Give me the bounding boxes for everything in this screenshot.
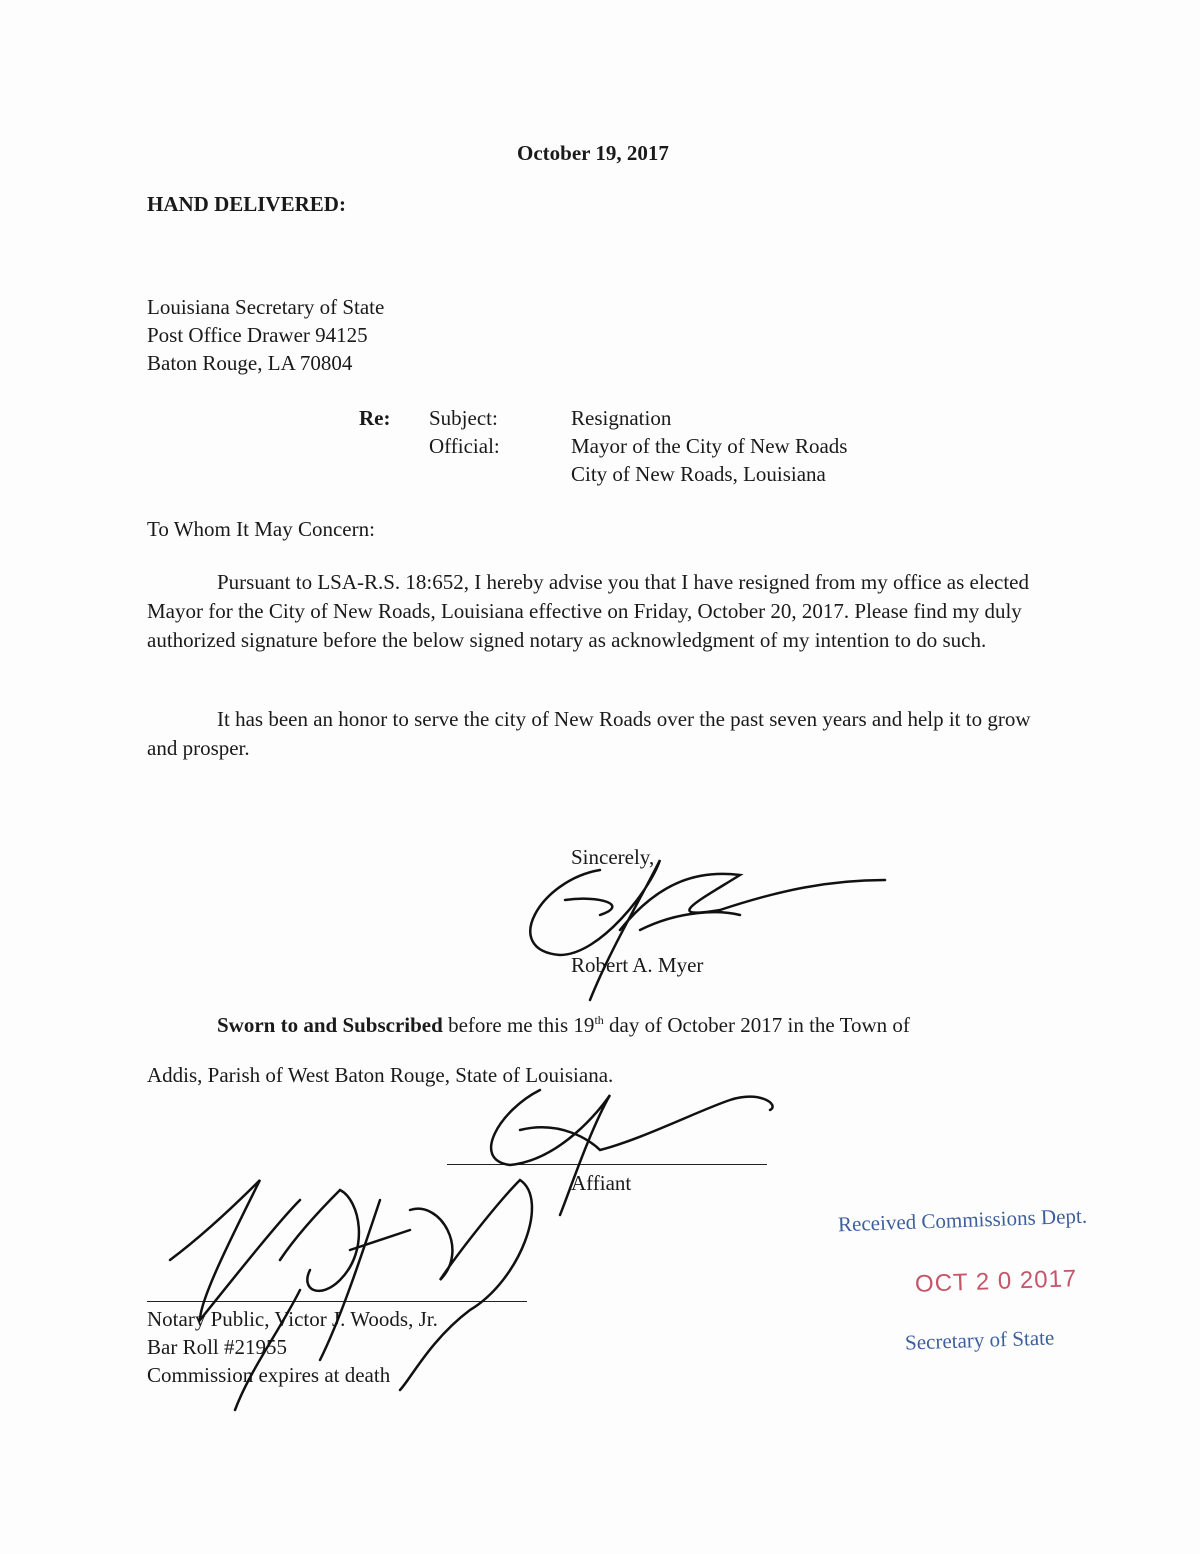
re-label: Re: [359, 406, 391, 430]
sworn-text: day of October 2017 in the Town of [603, 1013, 910, 1037]
sworn-statement [217, 1006, 910, 1039]
sworn-sup: th [594, 1013, 604, 1027]
official-value: City of New Roads, Louisiana [571, 462, 826, 486]
signer-name: Robert A. Myer [571, 953, 704, 977]
subject-value: Resignation [571, 406, 672, 430]
stamp-date: OCT 2 0 2017 [914, 1265, 1078, 1298]
stamp-secretary: Secretary of State [904, 1325, 1055, 1355]
recipient-line: Post Office Drawer 94125 [147, 323, 368, 347]
subject-label: Subject: [429, 406, 498, 430]
delivery-method: HAND DELIVERED: [147, 192, 346, 216]
salutation: To Whom It May Concern: [147, 517, 375, 541]
recipient-line: Baton Rouge, LA 70804 [147, 351, 353, 375]
myer-signature [530, 860, 885, 1000]
official-value: Mayor of the City of New Roads [571, 434, 848, 458]
official-label: Official: [429, 434, 500, 458]
body-paragraph: It has been an honor to serve the city of New Roads over the past seven years and help it to grow and prosper. [147, 707, 1031, 760]
notary-bar-roll: Bar Roll #21955 [147, 1335, 287, 1359]
letter-date: October 19, 2017 [517, 141, 669, 165]
sworn-bold: Sworn to and Subscribed [217, 1013, 443, 1037]
closing: Sincerely, [571, 845, 655, 869]
affiant-signature [491, 1090, 772, 1215]
affiant-label: Affiant [571, 1171, 632, 1195]
notary-commission: Commission expires at death [147, 1363, 391, 1387]
sworn-text: before me this 19 [442, 1013, 595, 1037]
body-paragraph: Pursuant to LSA-R.S. 18:652, I hereby advise you that I have resigned from my office as elected Mayor for the City of New Roads, Louisiana effective on Friday, October 20, 2017. Please find my duly authorized signature before the below signed notary as acknowledgment of my intention to do such. [147, 570, 1029, 652]
affiant-signature-line [447, 1164, 767, 1165]
notary-name: Notary Public, Victor J. Woods, Jr. [147, 1307, 438, 1331]
recipient-line: Louisiana Secretary of State [147, 295, 385, 319]
sworn-location: Addis, Parish of West Baton Rouge, State of Louisiana. [147, 1063, 614, 1087]
notary-signature-line [147, 1301, 527, 1302]
stamp-received: Received Commissions Dept. [837, 1203, 1088, 1237]
